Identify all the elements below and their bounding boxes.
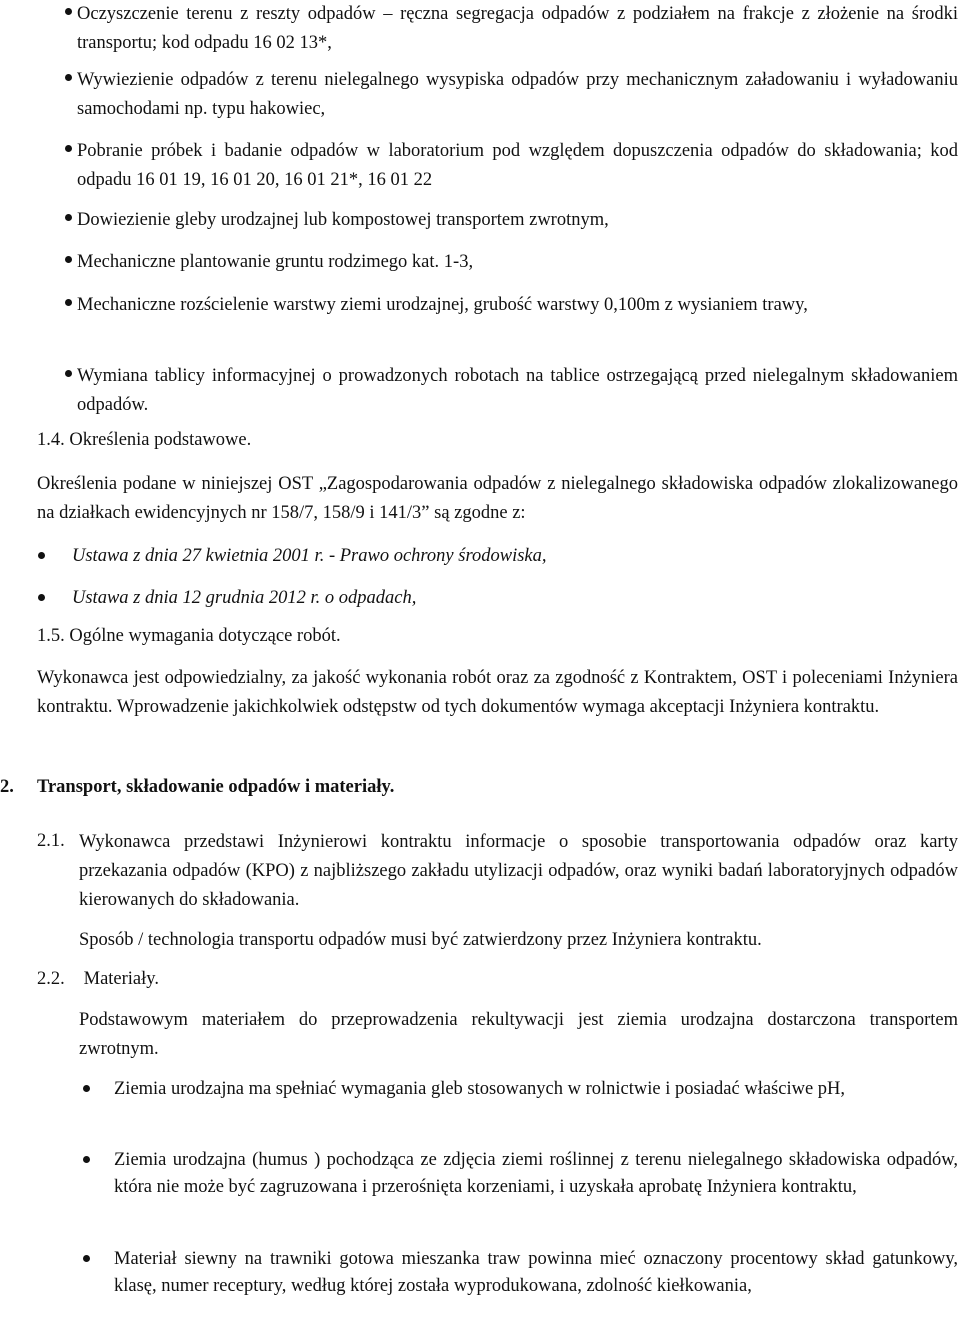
list-item (77, 362, 958, 420)
list-item-text: Mechaniczne rozścielenie warstwy ziemi urodzajnej, grubość warstwy 0,100m z wysianiem trawy, (77, 295, 808, 315)
section-number: 2. (0, 777, 14, 797)
bullet-icon (38, 594, 45, 601)
list-item (77, 248, 958, 277)
section-number: 1.5. (37, 626, 65, 646)
bullet-icon (65, 145, 72, 152)
bullet-icon (65, 214, 72, 221)
bullet-icon (65, 256, 72, 263)
bullet-icon (83, 1255, 90, 1262)
bullet-icon (65, 370, 72, 377)
list-item (114, 1076, 958, 1103)
section-heading-1-4 (37, 427, 251, 454)
list-item-text: Ziemia urodzajna (humus ) pochodząca ze zdjęcia ziemi roślinnej z terenu nielegalnego składowiska odpadów, która nie może być zagruzowana i przerośnięta korzeniami, i uzyskała aprobatę Inżyniera kontraktu, (114, 1150, 958, 1197)
list-item-text: Ustawa z dnia 12 grudnia 2012 r. o odpadach, (72, 588, 417, 608)
bullet-icon (65, 74, 72, 81)
bullet-icon (65, 299, 72, 306)
section-number-2-1: 2.1. (37, 831, 65, 851)
bullet-icon (38, 552, 45, 559)
list-item-text: Ustawa z dnia 27 kwietnia 2001 r. - Prawo ochrony środowiska, (72, 546, 547, 566)
paragraph-1-5: Wykonawca jest odpowiedzialny, za jakość wykonania robót oraz za zgodność z Kontraktem, OST i poleceniami Inżyniera kontraktu. Wprowadzenie jakichkolwiek odstępstw od tych dokumentów wymaga akceptacji Inżyniera kontraktu. (37, 668, 958, 717)
list-item (72, 585, 958, 612)
list-item-text: Ziemia urodzajna ma spełniać wymagania gleb stosowanych w rolnictwie i posiadać właściwe pH, (114, 1079, 846, 1099)
section-title: Określenia podstawowe. (69, 430, 252, 450)
paragraph-1-4: Określenia podane w niniejszej OST „Zagospodarowania odpadów z nielegalnego składowiska odpadów zlokalizowanego na działkach ewidencyjnych nr 158/7, 158/9 i 141/3” są zgodne z: (37, 474, 958, 523)
list-item (114, 1147, 958, 1201)
list-item (114, 1246, 958, 1300)
section-title: Ogólne wymagania dotyczące robót. (69, 626, 341, 646)
list-item-text: Oczyszczenie terenu z reszty odpadów – ręczna segregacja odpadów z podziałem na frakcje z złożenie na środki transportu; kod odpadu 16 02 13*, (77, 4, 958, 53)
list-item (77, 66, 958, 124)
paragraph-2-1-transport: Sposób / technologia transportu odpadów musi być zatwierdzony przez Inżyniera kontraktu. (79, 930, 762, 950)
section-title: Transport, składowanie odpadów i materiały. (37, 777, 395, 797)
list-item-text: Wymiana tablicy informacyjnej o prowadzonych robotach na tablice ostrzegającą przed nielegalnym składowaniem odpadów. (77, 366, 958, 415)
section-heading-2-2 (37, 966, 159, 993)
bullet-icon (65, 8, 72, 15)
bullet-icon (83, 1156, 90, 1163)
section-number: 1.4. (37, 430, 65, 450)
list-item (72, 543, 958, 570)
list-item-text: Mechaniczne plantowanie gruntu rodzimego kat. 1-3, (77, 252, 474, 272)
section-heading-1-5 (37, 623, 341, 650)
list-item (77, 137, 958, 195)
list-item-text: Wywiezienie odpadów z terenu nielegalnego wysypiska odpadów przy mechanicznym załadowaniu i wyładowaniu samochodami np. typu hakowiec, (77, 70, 958, 119)
paragraph-2-2: Podstawowym materiałem do przeprowadzenia rekultywacji jest ziemia urodzajna dostarczona transportem zwrotnym. (79, 1010, 958, 1059)
bullet-icon (83, 1085, 90, 1092)
list-item (77, 206, 958, 235)
section-heading-2 (0, 774, 395, 801)
section-number: 2.2. (37, 969, 65, 989)
list-item-text: Materiał siewny na trawniki gotowa mieszanka traw powinna mieć oznaczony procentowy skład gatunkowy, klasę, numer receptury, według której została wyprodukowana, zdolność kiełkowania, (114, 1249, 958, 1296)
list-item-text: Dowiezienie gleby urodzajnej lub kompostowej transportem zwrotnym, (77, 210, 609, 230)
list-item-text: Pobranie próbek i badanie odpadów w laboratorium pod względem dopuszczenia odpadów do składowania; kod odpadu 16 01 19, 16 01 20, 16 01 21*, 16 01 22 (77, 141, 958, 190)
section-title: Materiały. (83, 969, 159, 989)
list-item (77, 291, 958, 320)
list-item (77, 0, 958, 58)
paragraph-2-1: Wykonawca przedstawi Inżynierowi kontraktu informacje o sposobie transportowania odpadów oraz karty przekazania odpadów (KPO) z najbliższego zakładu utylizacji odpadów, oraz wyniki badań laboratoryjnych odpadów kierowanych do składowania. (79, 832, 958, 910)
